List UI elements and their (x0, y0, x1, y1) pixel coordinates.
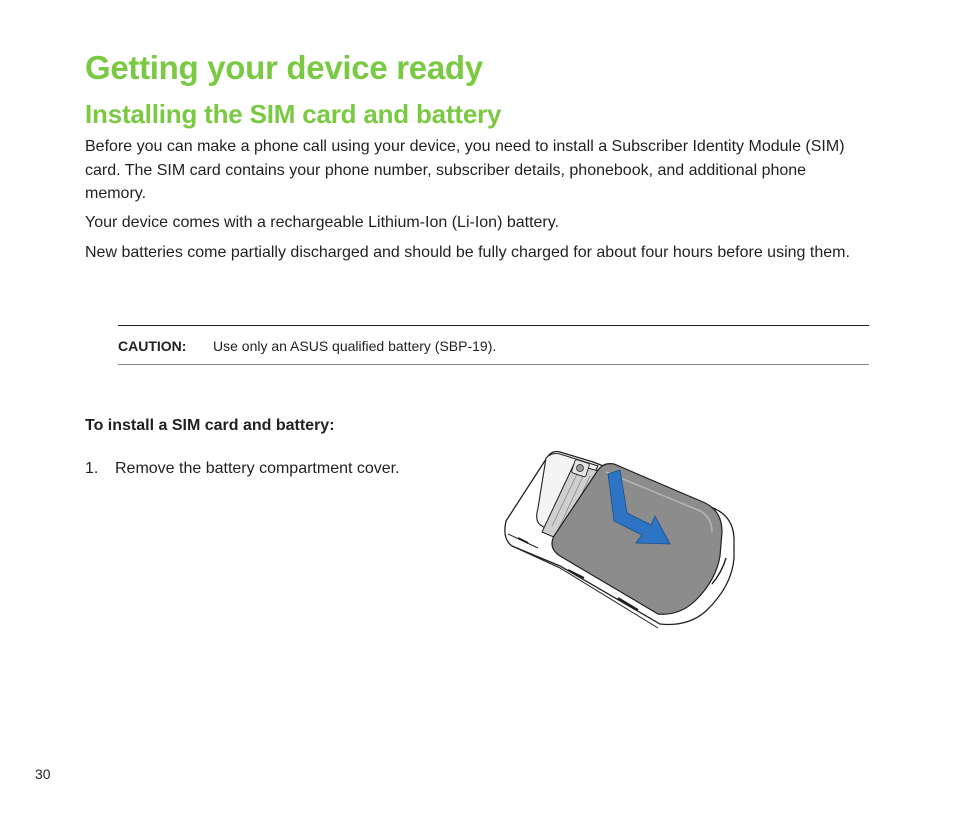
intro-paragraph-battery: Your device comes with a rechargeable Lithium-Ion (Li-Ion) battery. (85, 214, 560, 231)
step-item (85, 460, 400, 478)
intro-paragraph-charging: New batteries come partially discharged and should be fully charged for about four hours before using them. (85, 244, 850, 261)
caution-text: Use only an ASUS qualified battery (SBP-19). (213, 338, 497, 354)
page-title: Getting your device ready (85, 49, 483, 86)
intro-paragraph-sim: Before you can make a phone call using your device, you need to install a Subscriber Identity Module (SIM) card. The SIM card contains your phone number, subscriber details, phonebook, and additional phone memory. (85, 138, 845, 202)
section-title: Installing the SIM card and battery (85, 99, 502, 129)
caution-label: CAUTION: (118, 338, 187, 354)
procedure-title: To install a SIM card and battery: (85, 417, 335, 434)
caution-box (118, 325, 869, 365)
step-number: 1. (85, 460, 99, 477)
step-text: Remove the battery compartment cover. (115, 460, 400, 477)
phone-battery-cover-removal-icon (498, 446, 738, 631)
page-number: 30 (35, 766, 51, 782)
